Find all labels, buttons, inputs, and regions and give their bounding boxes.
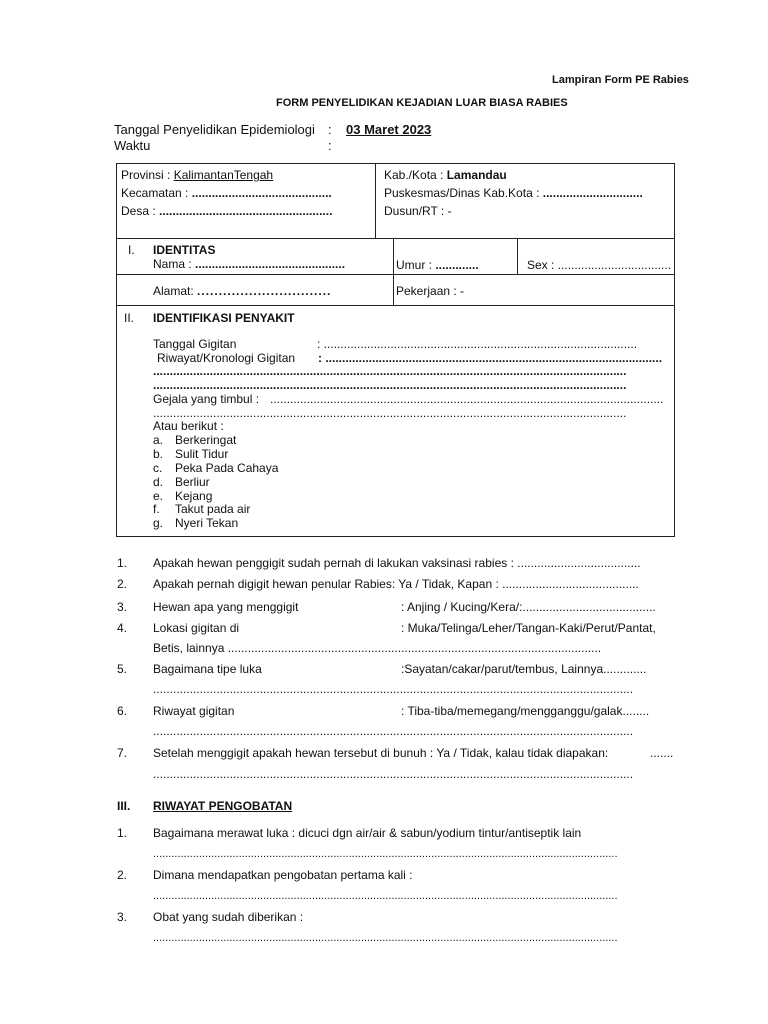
question-4-continuation: Betis, lainnya ................................................................................................................ (153, 641, 602, 655)
symptoms-value: ...................................................................................................................... (270, 392, 664, 406)
form-title: FORM PENYELIDIKAN KEJADIAN LUAR BIASA RABIES (276, 97, 568, 109)
health-center-field (384, 186, 643, 200)
district-label: Kecamatan : (121, 186, 189, 200)
history-dots-2: .............................................................................................................................................. (153, 378, 627, 392)
province-field (121, 168, 273, 182)
date-label: Tanggal Penyelidikan Epidemiologi (114, 122, 315, 137)
question-5-continuation: ................................................................................................................................................ (153, 682, 634, 696)
time-colon: : (328, 138, 332, 153)
hamlet-field: Dusun/RT : - (384, 204, 452, 218)
health-center-label: Puskesmas/Dinas Kab.Kota : (384, 186, 540, 200)
name-value: ............................................. (195, 257, 346, 271)
symptom-option-g: g. Nyeri Tekan (153, 516, 239, 530)
question-5-number: 5. (117, 662, 128, 676)
identity-col-divider (393, 238, 394, 306)
disease-title: IDENTIFIKASI PENYAKIT (153, 311, 295, 325)
sex-value: .................................. (557, 258, 672, 272)
symptom-option-f: f. Takut pada air (153, 502, 251, 516)
address-field (153, 284, 331, 298)
name-label: Nama : (153, 257, 192, 271)
symptom-option-b: b. Sulit Tidur (153, 447, 229, 461)
address-value: ............................... (197, 284, 332, 298)
treatment-3-text: Obat yang sudah diberikan : (153, 910, 304, 924)
disease-number: II. (124, 311, 135, 325)
age-label: Umur : (396, 258, 432, 272)
date-colon: : (328, 122, 332, 137)
location-divider (375, 163, 376, 239)
regency-label: Kab./Kota : (384, 168, 444, 182)
date-value: 03 Maret 2023 (346, 122, 432, 137)
question-1-text: Apakah hewan penggigit sudah pernah di lakukan vaksinasi rabies : ..................................... (153, 556, 641, 570)
symptom-option-a: a. Berkeringat (153, 433, 237, 447)
sex-field (527, 258, 671, 272)
time-label: Waktu (114, 138, 151, 153)
question-3-text: Hewan apa yang menggigit (153, 600, 299, 614)
treatment-title: RIWAYAT PENGOBATAN (153, 799, 293, 813)
question-2-number: 2. (117, 577, 128, 591)
identity-row-divider (116, 274, 675, 275)
question-4-text: Lokasi gigitan di (153, 621, 240, 635)
treatment-3-continuation: ........................................................................................................................................................ (153, 932, 618, 944)
regency-field (384, 168, 507, 182)
treatment-number: III. (117, 799, 131, 813)
province-label: Provinsi : (121, 168, 171, 182)
question-7-continuation: ................................................................................................................................................ (153, 767, 634, 781)
question-7-text: Setelah menggigit apakah hewan tersebut di bunuh : Ya / Tidak, kalau tidak diapakan: (153, 746, 609, 760)
bite-date-value: : .............................................................................................. (317, 337, 638, 351)
or-following-label: Atau berikut : (153, 419, 224, 433)
symptoms-dots: .............................................................................................................................................. (153, 406, 627, 420)
treatment-1-text: Bagaimana merawat luka : dicuci dgn air/air & sabun/yodium tintur/antiseptik lain (153, 826, 582, 840)
question-7-number: 7. (117, 746, 128, 760)
symptom-option-d: d. Berliur (153, 475, 210, 489)
name-field (153, 257, 345, 271)
age-value: ............. (435, 258, 479, 272)
bite-date-label: Tanggal Gigitan (153, 337, 237, 351)
question-5-text: Bagaimana tipe luka (153, 662, 262, 676)
treatment-2-text: Dimana mendapatkan pengobatan pertama kali : (153, 868, 413, 882)
village-value: .................................................... (159, 204, 333, 218)
history-dots-1: .............................................................................................................................................. (153, 364, 627, 378)
question-6-number: 6. (117, 704, 128, 718)
symptom-option-e: e. Kejang (153, 489, 213, 503)
bite-history-value: : ..................................................................................................... (318, 351, 663, 365)
bite-history-label: Riwayat/Kronologi Gigitan (157, 351, 296, 365)
attachment-label: Lampiran Form PE Rabies (552, 74, 689, 86)
treatment-2-number: 2. (117, 868, 128, 882)
age-field (396, 258, 479, 272)
sex-label: Sex : (527, 258, 555, 272)
identity-sex-divider (517, 238, 518, 274)
province-value: KalimantanTengah (173, 168, 274, 182)
question-4-number: 4. (117, 621, 128, 635)
address-label: Alamat: (153, 284, 194, 298)
question-3-number: 3. (117, 600, 128, 614)
symptoms-label: Gejala yang timbul : (153, 392, 260, 406)
question-2-text: Apakah pernah digigit hewan penular Rabies: Ya / Tidak, Kapan : ......................................... (153, 577, 639, 591)
treatment-3-number: 3. (117, 910, 128, 924)
village-label: Desa : (121, 204, 156, 218)
identity-number: I. (128, 243, 135, 257)
treatment-1-continuation: ........................................................................................................................................................ (153, 848, 618, 860)
question-5-answer: :Sayatan/cakar/parut/tembus, Lainnya............. (401, 662, 647, 676)
symptom-option-c: c. Peka Pada Cahaya (153, 461, 279, 475)
question-4-answer: : Muka/Telinga/Leher/Tangan-Kaki/Perut/Pantat, (401, 621, 656, 635)
village-field (121, 204, 332, 218)
identity-title: IDENTITAS (153, 243, 216, 257)
treatment-1-number: 1. (117, 826, 128, 840)
question-6-answer: : Tiba-tiba/memegang/mengganggu/galak........ (401, 704, 650, 718)
district-value: .......................................... (191, 186, 332, 200)
treatment-2-continuation: ........................................................................................................................................................ (153, 890, 618, 902)
district-field (121, 186, 332, 200)
question-6-text: Riwayat gigitan (153, 704, 235, 718)
job-field: Pekerjaan : - (396, 284, 465, 298)
question-7-answer: ....... (650, 746, 674, 760)
question-3-answer: : Anjing / Kucing/Kera/:........................................ (401, 600, 656, 614)
health-center-value: .............................. (542, 186, 643, 200)
regency-value: Lamandau (446, 168, 507, 182)
question-6-continuation: ................................................................................................................................................ (153, 724, 634, 738)
question-1-number: 1. (117, 556, 128, 570)
